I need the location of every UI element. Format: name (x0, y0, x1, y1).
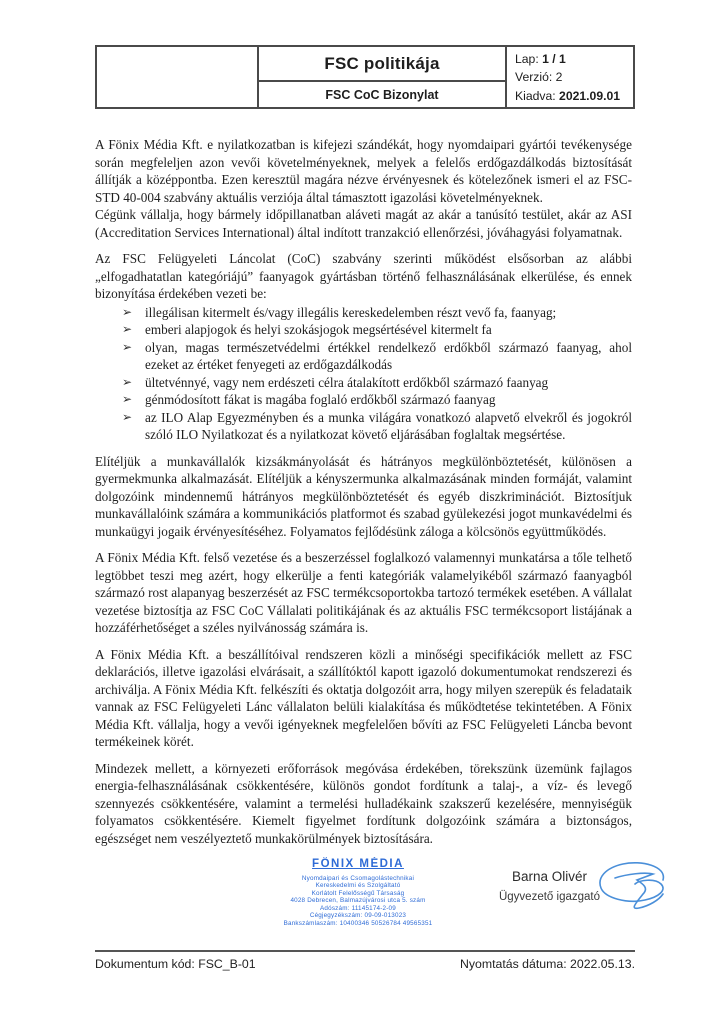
handwritten-signature-icon (593, 858, 679, 925)
paragraph-intro: A Fönix Média Kft. e nyilatkozatban is kifejezi szándékát, hogy nyomdaipari gyártói tevékenysége során megfeleljen azon vevői követelményeknek, melyek a felelős erdőgazdálkodás biztosítását állítják a középpontba. Ezen keresztül magára nézve érvényesnek és kötelezőnek ismeri el az FSC-STD 40-004 szabvány aktuális verziója által támasztott igazolási követelményeknek. (95, 137, 632, 205)
unacceptable-categories-list (95, 304, 632, 444)
paragraph-environment: Mindezek mellett, a környezeti erőforrások megóvása érdekében, törekszünk üzemünk fajlagos energia-felhasználásának csökkentésére, különös gondot fordítunk a talaj-, a víz- és levegő szennyezés csökkentésére, valamint a termelési hulladékaink szakszerű kezelésére, mennyiségük folyamatos csökkentésére. Kiemelt figyelmet fordítunk dolgozóink számára a biztonságos, egészséget nem veszélyeztető munkakörülmények biztosítására. (95, 760, 632, 846)
stamp-line: Kereskedelmi és Szolgáltató (315, 882, 401, 890)
list-item-text: génmódosított fákat is magába foglaló erdőkből származó faanyag (145, 392, 496, 407)
header-logo-cell (97, 47, 259, 107)
list-item-text: az ILO Alap Egyezményben és a munka világára vonatkozó alapvető elvekről és jogokról szóló ILO Nyilatkozat és a nyilatkozat követő eljárásában foglaltak megsértése. (145, 409, 632, 442)
list-item-text: illegálisan kitermelt és/vagy illegális kereskedelemben részt vevő fa, faanyag; (145, 304, 557, 320)
signer-title: Ügyvezető igazgató (498, 890, 600, 903)
meta-version: Verzió: 2 (515, 70, 563, 85)
page-title: FSC politikája (259, 47, 505, 82)
meta-page: Lap: 1 / 1 (515, 52, 566, 66)
document-subtitle: FSC CoC Bizonylat (325, 87, 439, 102)
signature-area (95, 856, 632, 934)
stamp-line: Bankszámlaszám: 10400346 50526784 49565351 (283, 920, 433, 928)
list-item (95, 304, 632, 322)
company-stamp (263, 856, 453, 928)
list-item (95, 339, 632, 374)
list-item-text: ültetvénnyé, vagy nem erdészeti célra átalakított erdőkből származó faanyag (145, 374, 549, 390)
bullet-arrow-icon: ➢ (122, 339, 133, 354)
bullet-arrow-icon: ➢ (122, 392, 133, 406)
bullet-arrow-icon: ➢ (122, 322, 133, 336)
list-item-text: olyan, magas természetvédelmi értékkel rendelkező erdőkből származó faanyag, ahol ezeket az értéket fenyegeti az erdőgazdálkodás (145, 339, 632, 372)
stamp-company-name: FÖNIX MÉDIA (312, 858, 404, 870)
header-title-cell (259, 47, 507, 107)
stamp-line: Nyomdaipari és Csomagolástechnikai (301, 874, 415, 882)
paragraph-suppliers: A Fönix Média Kft. a beszállítóival rendszeren közli a minőségi specifikációk mellett az FSC deklarációs, illetve igazolási elvárásait, a szállítóktól kapott igazoló dokumentumokat rendszerezi és archiválja. A Fönix Média Kft. felkészíti és oktatja dolgozóit arra, hogy milyen szerepük és feladataik vannak az FSC Felügyeleti Lánc vállalaton belüli kialakítása és működtetése tekintetében. A Fönix Média Kft. vállalja, hogy a vevői igényeknek megfelelően bővíti az FSC Felügyeleti Láncba bevont termékeinek körét. (95, 646, 632, 749)
signer-name: Barna Olivér (511, 869, 588, 884)
stamp-line: Korlátolt Felelősségű Társaság (311, 889, 405, 897)
list-item-text: emberi alapjogok és helyi szokásjogok megsértésével kitermelt fa (145, 322, 492, 337)
paragraph-commitment: Cégünk vállalja, hogy bármely időpillanatban aláveti magát az akár a tanúsító testület, akár az ASI (Accreditation Services International) által indított tranzakció ellenőrzési, jóváhagyási folyamatnak. (95, 207, 632, 240)
bullet-arrow-icon: ➢ (122, 374, 133, 389)
document-body (95, 136, 632, 934)
list-item (95, 409, 632, 444)
header-table (95, 45, 635, 109)
page-footer (95, 950, 635, 971)
meta-issued: Kiadva: 2021.09.01 (515, 88, 621, 103)
stamp-line: Adószám: 11145174-2-09 (320, 904, 396, 912)
list-item (95, 321, 632, 339)
paragraph-labour-rights: Elítéljük a munkavállalók kizsákmányolását és hátrányos megkülönböztetését, különösen a gyermekmunka alkalmazását. Elítéljük a kényszermunka alkalmazásának minden formáját, valamint dolgozóink mindennemű hátrányos megkülönböztetését és egyéb diszkriminációt. Biztosítjuk munkavállalóink számára a kommunikációs platformot és szabad gyülekezési jogot munkavédelmi és munkaügyi jogaik érvényesítéséhez. Folyamatos fejlődésünk záloga a kölcsönös együttműködés. (95, 453, 632, 539)
print-date: Nyomtatás dátuma: 2022.05.13. (460, 957, 635, 971)
document-code: Dokumentum kód: FSC_B-01 (95, 957, 256, 971)
stamp-line: 4028 Debrecen, Balmazújvárosi utca 5. szám (290, 897, 426, 905)
bullet-arrow-icon: ➢ (122, 409, 133, 424)
paragraph-coc-intro: Az FSC Felügyeleti Láncolat (CoC) szabvány szerinti működést elsősorban az alábbi „elfogadhatatlan kategóriájú” faanyagok gyártásban történő felhasználásának elkerülése, és ennek bizonyítása érdekében vezeti be: (95, 251, 632, 301)
list-item (95, 391, 632, 409)
list-item (95, 374, 632, 392)
stamp-line: Cégjegyzékszám: 09-09-013023 (309, 912, 407, 920)
paragraph-management: A Fönix Média Kft. felső vezetése és a beszerzéssel foglalkozó valamennyi munkatársa a tőle telhető legtöbbet teszi meg azért, hogy elkerülje a fenti kategóriák valamelyikéből származó faanyagból származó rost alapanyag beszerzését az FSC termékcsoportokba tartozó termékek esetében. A vállalat vezetése biztosítja az FSC CoC Vállalati politikájának és az aktuális FSC termékcsoport listájának a hozzáférhetőséget a széles nyilvánosság számára is. (95, 550, 632, 635)
bullet-arrow-icon: ➢ (122, 304, 133, 319)
header-meta-cell (507, 47, 633, 107)
